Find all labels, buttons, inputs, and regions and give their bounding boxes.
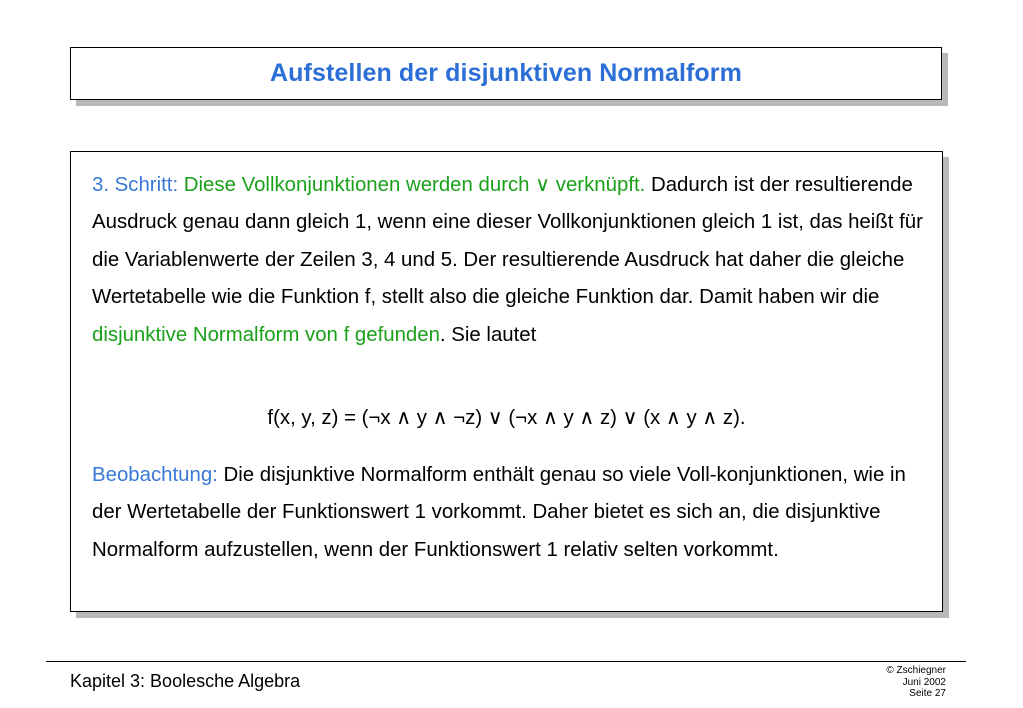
content-box [70,151,943,612]
step-highlight: Diese Vollkonjunktionen werden durch ∨ verknüpft. [183,174,646,196]
step-tail: . Sie lautet [439,323,537,346]
footer-chapter: Kapitel 3: Boolesche Algebra [70,671,301,691]
title-box [70,47,942,100]
footer-divider [46,661,966,662]
step-label: 3. Schritt: [92,174,179,196]
slide-title: Aufstellen der disjunktiven Normalform [270,59,742,87]
step-highlight-2: disjunktive Normalform von f gefunden [92,323,440,346]
observation-paragraph [92,457,927,569]
footer-meta [886,665,946,700]
step-text: Dadurch ist der resultierende Ausdruck genau dann gleich 1, wenn eine dieser Vollkonjunktionen gleich 1 ist, das heißt für die Variablenwerte der Zeilen 3, 4 und 5. Der resultierende Ausdruck hat daher die gleiche Wertetabelle wie die Funktion f, stellt also die gleiche Funktion dar. Damit haben wir die [92,174,923,309]
dnf-formula: f(x, y, z) = (¬x ∧ y ∧ ¬z) ∨ (¬x ∧ y ∧ z) ∨ (x ∧ y ∧ z). [267,407,746,429]
step-paragraph [92,167,927,354]
footer-copyright: © Zschiegner [886,665,946,676]
footer-page: Seite 27 [909,688,946,699]
observation-text: Die disjunktive Normalform enthält genau so viele Voll-konjunktionen, wie in der Wertetabelle der Funktionswert 1 vorkommt. Daher bietet es sich an, die disjunktive Normalform aufzustellen, wenn der Funktionswert 1 relativ selten vorkommt. [92,464,906,561]
footer-date: Juni 2002 [902,676,946,688]
observation-label: Beobachtung: [92,464,218,486]
